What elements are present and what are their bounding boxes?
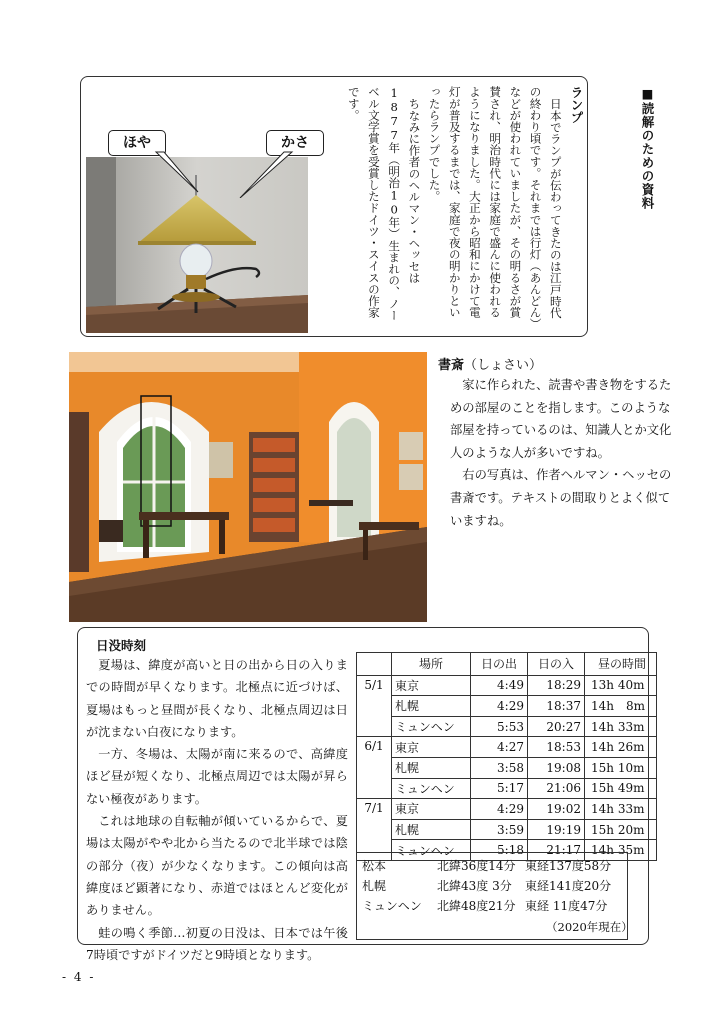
table-header-cell: 昼の時間 <box>585 653 657 676</box>
location-lat: 北緯48度21分 <box>437 899 516 913</box>
lamp-paragraph: ちなみに作者のヘルマン・ヘッセは1877年（明治10年）生まれの、ノーベル文学賞を受賞したドイツ・スイスの作家です。 <box>346 86 422 321</box>
locations-list <box>362 856 611 916</box>
list-item <box>362 896 611 916</box>
table-header-cell: 日の出 <box>471 653 528 676</box>
study-photo <box>69 352 427 622</box>
list-item <box>362 876 611 896</box>
study-title-reading: （しょさい） <box>464 358 543 373</box>
lamp-paragraph: 日本でランプが伝わってきたのは江戸時代の終わり頃です。それまでは行灯（あんどん）などが使われていましたが、その明るさが賞賛され、明治時代には家庭で盛んに使われるようになりました。大正から昭和にかけて電灯が普及するまでは、家庭で夜の明かりといったらランプでした。 <box>427 86 563 324</box>
table-cell: 14h 33m <box>585 716 657 737</box>
table-row <box>357 737 657 758</box>
lamp-title: ランプ <box>569 86 584 124</box>
table-cell: 15h 20m <box>585 819 657 840</box>
table-cell: 東京 <box>392 737 471 758</box>
sunset-paragraph: 蛙の鳴く季節…初夏の日没は、日本では午後7時頃ですがドイツだと9時頃となります。 <box>86 925 348 962</box>
table-header-cell: 日の入 <box>528 653 585 676</box>
table-cell: 札幌 <box>392 819 471 840</box>
table-cell: 東京 <box>392 675 471 696</box>
location-lon: 東経141度20分 <box>525 879 612 893</box>
table-cell: 18:37 <box>528 696 585 717</box>
table-cell: 札幌 <box>392 757 471 778</box>
location-lat: 北緯43度 3分 <box>437 879 512 893</box>
callout-hoya: ほや <box>108 130 166 156</box>
table-row <box>357 757 657 778</box>
table-date-cell: 7/1 <box>357 799 392 861</box>
table-cell: 3:59 <box>471 819 528 840</box>
table-cell: 14h 33m <box>585 799 657 820</box>
sunset-paragraph: 一方、冬場は、太陽が南に来るので、高緯度ほど昼が短くなり、北極点周辺では太陽が昇らない極夜があります。 <box>86 747 348 806</box>
table-cell: 5:53 <box>471 716 528 737</box>
table-cell: 21:17 <box>528 840 585 861</box>
table-cell: 18:53 <box>528 737 585 758</box>
table-cell: ミュンヘン <box>392 716 471 737</box>
table-cell: 4:29 <box>471 799 528 820</box>
table-date-cell: 6/1 <box>357 737 392 799</box>
table-cell: 19:19 <box>528 819 585 840</box>
table-row <box>357 778 657 799</box>
location-lat: 北緯36度14分 <box>437 859 516 873</box>
table-cell: 5:18 <box>471 840 528 861</box>
location-lon: 東経137度58分 <box>525 859 612 873</box>
table-cell: 13h 40m <box>585 675 657 696</box>
location-lon: 東経 11度47分 <box>525 899 608 913</box>
table-row <box>357 696 657 717</box>
list-item <box>362 856 611 876</box>
sunset-title: 日没時刻 <box>96 638 147 653</box>
side-header: ■読解のための資料 <box>640 86 655 210</box>
callout-kasa: かさ <box>266 130 324 156</box>
table-cell: 18:29 <box>528 675 585 696</box>
study-title-text: 書斎 <box>438 358 465 373</box>
lamp-text <box>330 86 586 328</box>
table-header-cell: 場所 <box>392 653 471 676</box>
sunset-text <box>86 654 348 966</box>
table-cell: ミュンヘン <box>392 840 471 861</box>
table-header-cell <box>357 653 392 676</box>
study-paragraph: 家に作られた、読書や書き物をするための部屋のことを指します。このような部屋を持っているのは、知識人とか文化人のような人が多いですね。 <box>450 378 672 460</box>
table-row <box>357 675 657 696</box>
table-cell: 東京 <box>392 799 471 820</box>
table-cell: 20:27 <box>528 716 585 737</box>
table-cell: 4:49 <box>471 675 528 696</box>
table-header-row <box>357 653 657 676</box>
table-cell: 15h 49m <box>585 778 657 799</box>
location-name: 札幌 <box>362 879 387 893</box>
table-cell: 4:27 <box>471 737 528 758</box>
year-note: （2020年現在） <box>546 920 633 934</box>
table-row <box>357 799 657 820</box>
sunset-paragraph: これは地球の自転軸が傾いているからで、夏場は太陽がやや北から当たるので北半球では陰の部分（夜）が少なくなります。この傾向は高緯度ほど顕著になり、赤道ではほとんど変化がありません。 <box>86 814 348 918</box>
table-cell: 19:02 <box>528 799 585 820</box>
table-cell: 14h 8m <box>585 696 657 717</box>
table-cell: 札幌 <box>392 696 471 717</box>
location-name: ミュンヘン <box>362 899 422 913</box>
study-text <box>450 374 680 532</box>
table-cell: 5:17 <box>471 778 528 799</box>
table-cell: 14h 26m <box>585 737 657 758</box>
location-name: 松本 <box>362 859 387 873</box>
table-cell: 19:08 <box>528 757 585 778</box>
study-title <box>438 354 542 373</box>
sunset-paragraph: 夏場は、緯度が高いと日の出から日の入りまでの時間が早くなります。北極点に近づけば、夏場はもっと昼間が長くなり、北極点周辺は日が沈まない白夜になります。 <box>86 658 348 739</box>
callout-pointers <box>150 148 300 198</box>
page-number: - 4 - <box>62 970 96 984</box>
table-cell: 21:06 <box>528 778 585 799</box>
table-date-cell: 5/1 <box>357 675 392 737</box>
table-cell: 14h 35m <box>585 840 657 861</box>
sunset-table <box>356 652 657 861</box>
table-cell: 15h 10m <box>585 757 657 778</box>
table-cell: 4:29 <box>471 696 528 717</box>
table-cell: 3:58 <box>471 757 528 778</box>
table-cell: ミュンヘン <box>392 778 471 799</box>
study-paragraph: 右の写真は、作者ヘルマン・ヘッセの書斎です。テキストの間取りとよく似ていますね。 <box>450 468 672 528</box>
table-row <box>357 819 657 840</box>
table-row <box>357 716 657 737</box>
